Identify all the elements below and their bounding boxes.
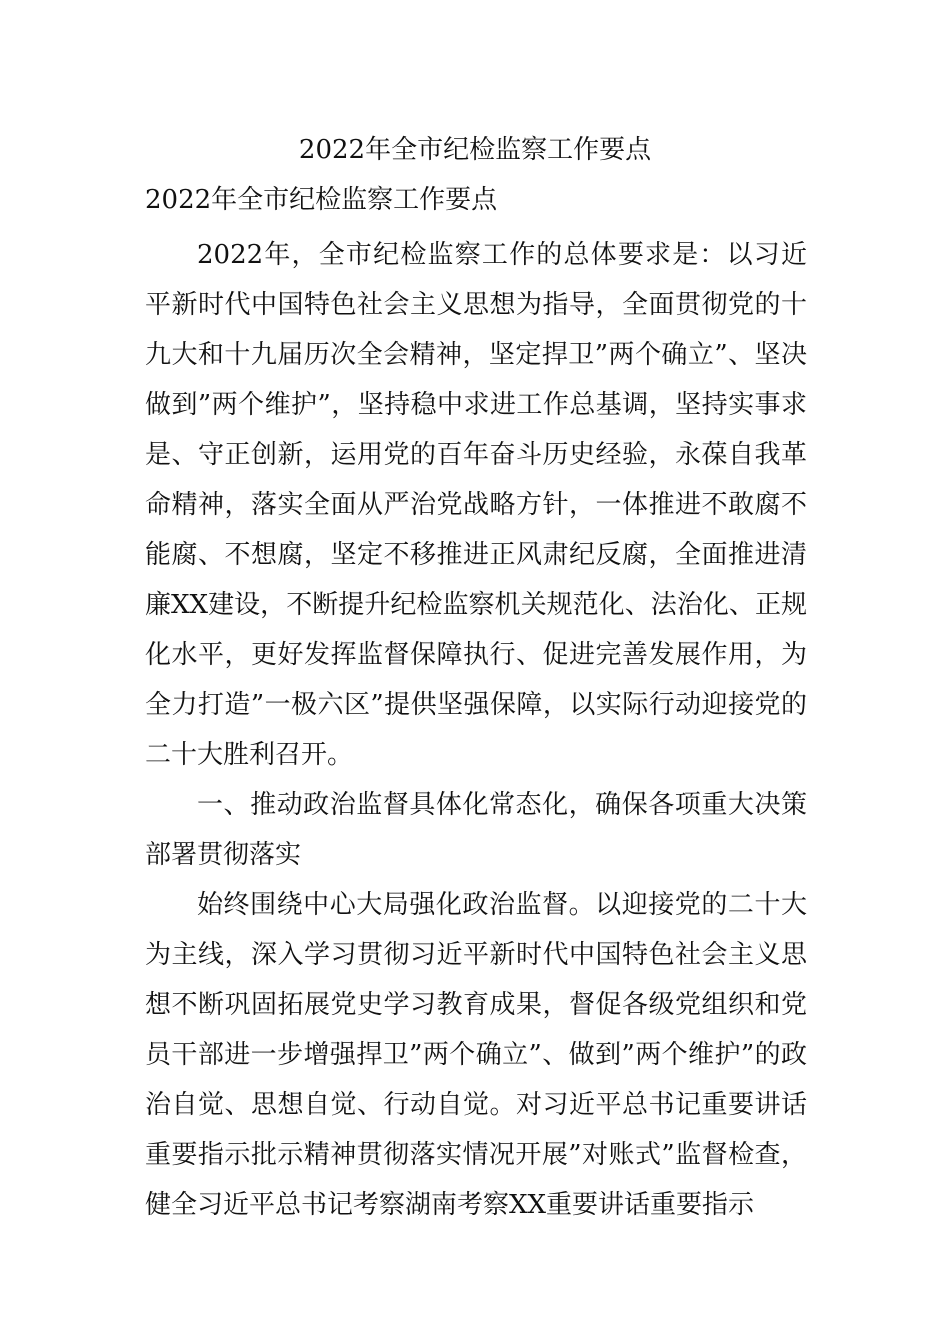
paragraph-political-supervision: 始终围绕中心大局强化政治监督。以迎接党的二十大为主线，深入学习贯彻习近平新时代中国特色社会主义思想不断巩固拓展党史学习教育成果，督促各级党组织和党员干部进一步增强捍卫”两个确立”、做到”两个维护”的政治自觉、思想自觉、行动自觉。对习近平总书记重要讲话重要指示批示精神贯彻落实情况开展”对账式”监督检查，健全习近平总书记考察湖南考察XX重要讲话重要指示	[145, 890, 807, 1220]
section-heading-political-supervision: 一、推动政治监督具体化常态化，确保各项重大决策部署贯彻落实	[145, 790, 807, 870]
page-title: 2022年全市纪检监察工作要点	[298, 135, 652, 165]
paragraph-general-requirements: 2022年，全市纪检监察工作的总体要求是：以习近平新时代中国特色社会主义思想为指导，全面贯彻党的十九大和十九届历次全会精神，坚定捍卫”两个确立”、坚决做到”两个维护”，坚持稳中求进工作总基调，坚持实事求是、守正创新，运用党的百年奋斗历史经验，永葆自我革命精神，落实全面从严治党战略方针，一体推进不敢腐不能腐、不想腐，坚定不移推进正风肃纪反腐，全面推进清廉XX建设，不断提升纪检监察机关规范化、法治化、正规化水平，更好发挥监督保障执行、促进完善发展作用，为全力打造”一极六区”提供坚强保障，以实际行动迎接党的二十大胜利召开。	[145, 240, 807, 770]
document-body	[145, 230, 807, 1230]
document-subtitle: 2022年全市纪检监察工作要点	[145, 185, 498, 215]
